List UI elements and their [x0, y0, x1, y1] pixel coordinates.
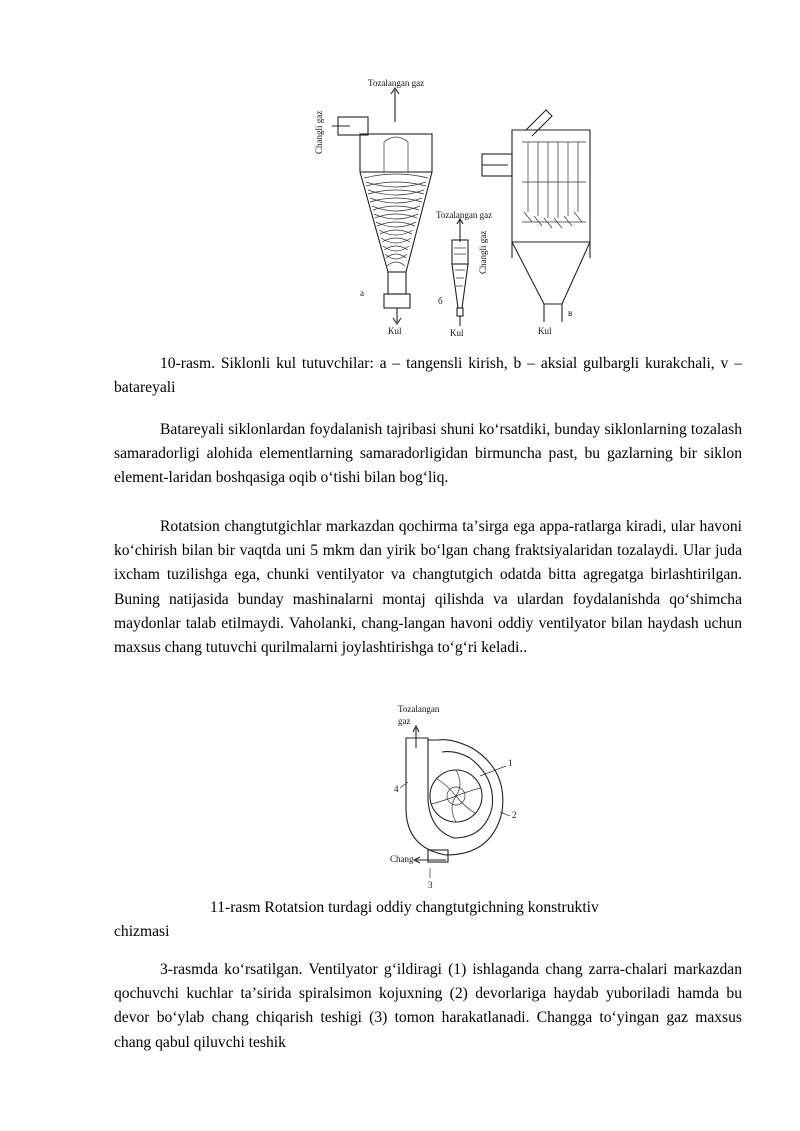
label-mark-b: б — [438, 296, 443, 306]
paragraph-rotary-collectors: Rotatsion changtutgichlar markazdan qochirma taʼsirga ega appa-ratlarga kiradi, ular havoni koʻchirish bilan bir vaqtda uni 5 mkm dan yirik boʻlgan chang fraktsiyalaridan tozalaydi. Ular juda ixcham tuzilishga ega, chunki ventilyator va changtutgich odatda bitta agregatga birlashtirilgan. Buning natijasida bunday mashinalarni montaj qilishda va ulardan foydalanishda qoʻshimcha maydonlar talab etilmaydi. Vaholanki, chang-langan havoni oddiy ventilyator bilan haydash uchun maxsus chang tutuvchi qurilmalarni joylashtirishga toʻgʻri keladi.. — [114, 518, 742, 657]
label-clean-gas-a: Tozalangan gaz — [368, 78, 425, 88]
label-n4: 4 — [394, 784, 399, 794]
label-dusty-gas-a: Changli gaz — [314, 110, 324, 154]
label-ash-b: Kul — [450, 328, 464, 338]
label-dusty-gas-b: Changli gaz — [478, 230, 488, 274]
label-n3: 3 — [428, 880, 433, 890]
figure-10-caption: 10-rasm. Siklonli kul tutuvchilar: a – tangensli kirish, b – aksial gulbargli kurakchali, v – batareyali — [114, 355, 742, 397]
figure-10-cyclones — [300, 72, 600, 344]
cyclone-a-drawing — [314, 78, 432, 336]
cyclone-c-drawing — [482, 110, 590, 336]
paragraph-battery-cyclones: Batareyali siklonlardan foydalanish tajribasi shuni koʻrsatdiki, bunday siklonlarning tozalash samaradorligi alohida elementlarning samaradorligidan birmuncha past, bu gazlarning bir siklon element-laridan boshqasiga oqib oʻtishi bilan bogʻliq. — [114, 421, 742, 487]
figure-11-caption-line1 — [114, 896, 742, 920]
figure-11-caption-text: 11-rasm Rotatsion turdagi oddiy changtutgichning konstruktiv — [210, 899, 599, 916]
label-ash-c: Kul — [538, 326, 552, 336]
figure-11-rotary-collector — [380, 700, 530, 892]
label-ash-a: Kul — [388, 326, 402, 336]
label-mark-c: в — [568, 308, 573, 318]
label-dust: Chang — [390, 854, 414, 864]
label-clean-gas-line2: gaz — [398, 716, 411, 726]
label-clean-gas-b: Tozalangan gaz — [436, 210, 493, 220]
label-n2: 2 — [512, 810, 517, 820]
cyclone-b-drawing — [436, 210, 492, 338]
paragraph-fan-wheel: 3-rasmda koʻrsatilgan. Ventilyator gʻildiragi (1) ishlaganda chang zarra-chalari markazdan qochuvchi kuchlar taʼsirida spiralsimon kojuxning (2) devorlariga haydab yuboriladi hamda bu devor boʻylab chang chiqarish teshigi (3) tomon harakatlanadi. Changga toʻyingan gaz maxsus chang qabul qiluvchi teshik — [114, 961, 742, 1051]
label-clean-gas-line1: Tozalangan — [398, 704, 440, 714]
label-n1: 1 — [508, 758, 513, 768]
label-mark-a: a — [360, 288, 364, 298]
figure-11-caption-line2: chizmasi — [114, 923, 170, 940]
